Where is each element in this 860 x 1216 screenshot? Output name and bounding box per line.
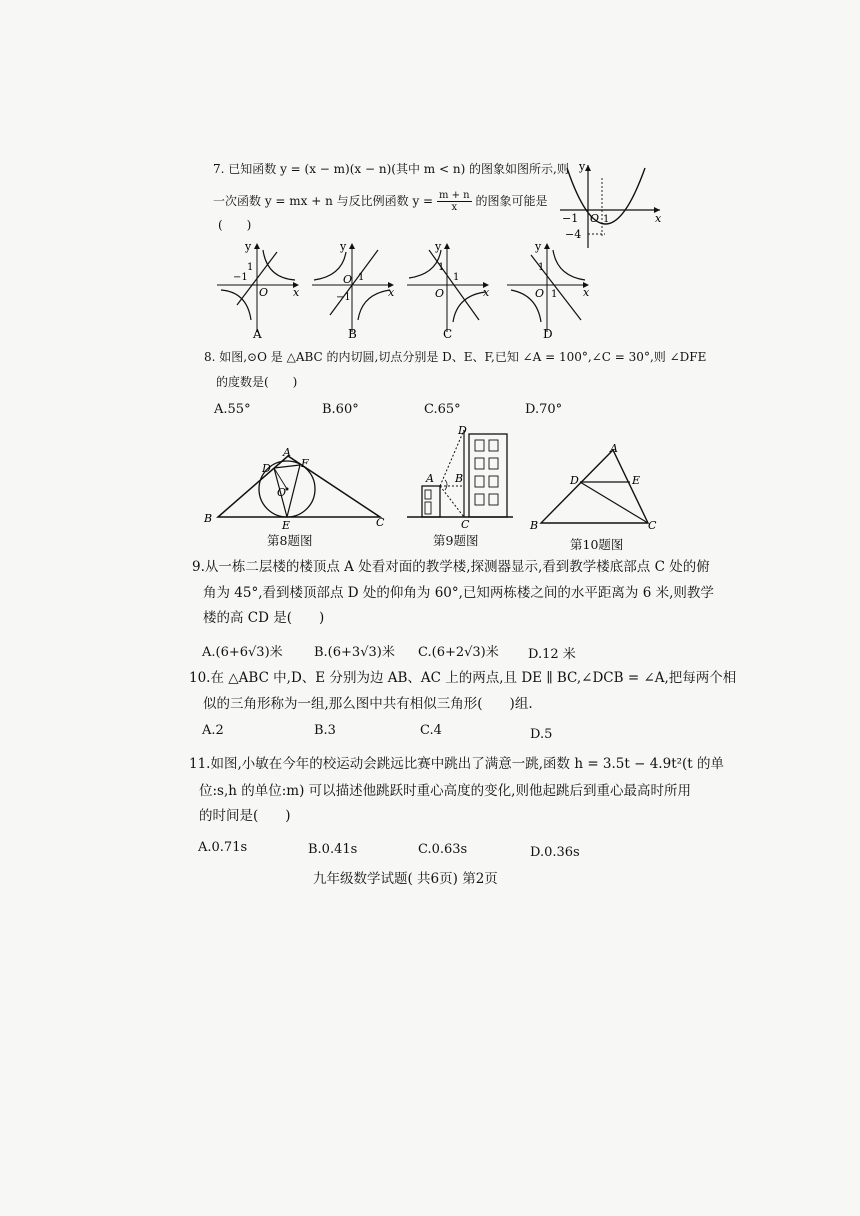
svg-text:1: 1 bbox=[551, 289, 558, 300]
q9-option-a[interactable]: A.(6+6√3)米 bbox=[202, 645, 283, 660]
svg-text:y: y bbox=[435, 240, 442, 253]
q7-option-a-letter: A bbox=[253, 327, 262, 341]
svg-text:x: x bbox=[583, 286, 590, 299]
svg-text:x: x bbox=[483, 286, 490, 299]
q7-main-y-arrow bbox=[585, 165, 591, 171]
svg-text:E: E bbox=[632, 474, 641, 487]
q7-line2-a: 一次函数 y = mx + n 与反比例函数 y = bbox=[213, 194, 434, 208]
q9-line2: 角为 45°,看到楼顶部点 D 处的仰角为 60°,已知两栋楼之间的水平距离为 6 米,则教学 bbox=[203, 585, 714, 601]
q7-parabola-graph bbox=[555, 160, 665, 250]
q9-line3: 楼的高 CD 是( ) bbox=[203, 610, 325, 626]
svg-text:y: y bbox=[245, 240, 252, 253]
q7-option-d-letter: D bbox=[543, 327, 553, 341]
fig9-buildings bbox=[405, 422, 515, 530]
page-footer: 九年级数学试题( 共6页) 第2页 bbox=[313, 871, 498, 887]
svg-text:F: F bbox=[301, 457, 309, 470]
fig10-similar-triangles bbox=[528, 440, 663, 532]
q7-main-o: O bbox=[590, 212, 600, 225]
q8-line1: 8. 如图,⊙O 是 △ABC 的内切圆,切点分别是 D、E、F,已知 ∠A = 100°,∠C = 30°,则 ∠DFE bbox=[204, 350, 707, 364]
q7-option-b-graph[interactable] bbox=[310, 240, 400, 340]
svg-text:A: A bbox=[283, 446, 291, 459]
fig8-incircle-triangle bbox=[200, 440, 395, 530]
svg-text:D: D bbox=[262, 462, 271, 475]
q10-line2: 似的三角形称为一组,那么图中共有相似三角形( )组. bbox=[203, 696, 533, 712]
q11-line3: 的时间是( ) bbox=[199, 808, 291, 824]
q7-option-a-graph[interactable] bbox=[215, 240, 305, 340]
svg-text:D: D bbox=[570, 474, 579, 487]
svg-text:B: B bbox=[530, 519, 539, 532]
q8-option-a[interactable]: A.55° bbox=[214, 402, 251, 417]
q10-line1: 10.在 △ABC 中,D、E 分别为边 AB、AC 上的两点,且 DE ∥ BC,∠DCB = ∠A,把每两个相 bbox=[189, 670, 737, 686]
svg-text:E: E bbox=[282, 519, 291, 532]
q7-option-c-letter: C bbox=[443, 327, 453, 341]
q7-main-neg1: −1 bbox=[562, 212, 579, 225]
q11-line2: 位:s,h 的单位:m) 可以描述他跳跃时重心高度的变化,则他起跳后到重心最高时所用 bbox=[199, 783, 691, 799]
q7-frac-den: x bbox=[451, 202, 458, 213]
svg-text:O: O bbox=[259, 286, 269, 299]
q8-option-c[interactable]: C.65° bbox=[424, 402, 461, 417]
svg-text:y: y bbox=[535, 240, 542, 253]
q7-main-1: 1 bbox=[603, 214, 610, 225]
svg-text:x: x bbox=[293, 286, 300, 299]
svg-text:C: C bbox=[461, 518, 470, 531]
q10-option-d[interactable]: D.5 bbox=[530, 727, 553, 742]
q11-option-c[interactable]: C.0.63s bbox=[418, 842, 468, 857]
q7-option-b-letter: B bbox=[348, 327, 357, 341]
svg-text:1: 1 bbox=[438, 262, 445, 273]
svg-text:1: 1 bbox=[247, 262, 254, 273]
fig8-caption: 第8题图 bbox=[267, 533, 313, 548]
q8-option-b[interactable]: B.60° bbox=[322, 402, 359, 417]
q10-option-a[interactable]: A.2 bbox=[202, 723, 224, 738]
q9-line1: 9.从一栋二层楼的楼顶点 A 处看对面的教学楼,探测器显示,看到教学楼底部点 C 处的俯 bbox=[192, 559, 710, 575]
q7-line2-b: 的图象可能是 bbox=[475, 194, 548, 208]
q10-option-b[interactable]: B.3 bbox=[314, 723, 336, 738]
svg-text:y: y bbox=[340, 240, 347, 253]
fig9-caption: 第9题图 bbox=[433, 533, 479, 548]
q8-line2: 的度数是( ) bbox=[216, 375, 298, 389]
q7-main-x-label: x bbox=[655, 212, 662, 225]
svg-text:1: 1 bbox=[453, 272, 460, 283]
q11-option-a[interactable]: A.0.71s bbox=[198, 840, 248, 855]
q7-line1: 7. 已知函数 y = (x − m)(x − n)(其中 m < n) 的图象如图所示,则 bbox=[213, 162, 569, 176]
q7-option-d-graph[interactable] bbox=[505, 240, 595, 340]
q7-line2 bbox=[213, 190, 547, 213]
q11-option-b[interactable]: B.0.41s bbox=[308, 842, 358, 857]
svg-text:C: C bbox=[648, 519, 657, 532]
q7-frac-num: m + n bbox=[438, 190, 470, 201]
q7-option-c-graph[interactable] bbox=[405, 240, 495, 340]
q7-fraction bbox=[437, 190, 472, 213]
svg-text:A: A bbox=[610, 442, 618, 455]
svg-text:−1: −1 bbox=[233, 272, 248, 283]
svg-text:O: O bbox=[343, 273, 353, 286]
q9-option-d[interactable]: D.12 米 bbox=[528, 647, 576, 662]
q7-main-neg4: −4 bbox=[565, 228, 582, 241]
svg-text:A: A bbox=[426, 472, 434, 485]
fig10-caption: 第10题图 bbox=[570, 537, 624, 552]
svg-text:O: O bbox=[277, 486, 287, 499]
q10-option-c[interactable]: C.4 bbox=[420, 723, 442, 738]
q9-option-b[interactable]: B.(6+3√3)米 bbox=[314, 645, 395, 660]
svg-text:C: C bbox=[376, 516, 385, 529]
svg-text:O: O bbox=[435, 287, 445, 300]
svg-text:D: D bbox=[458, 424, 467, 437]
q7-main-y-label: y bbox=[579, 160, 586, 173]
svg-text:−1: −1 bbox=[336, 292, 351, 303]
svg-text:1: 1 bbox=[358, 272, 365, 283]
q7-answer-paren: ( ) bbox=[218, 218, 252, 232]
q8-option-d[interactable]: D.70° bbox=[525, 402, 563, 417]
svg-text:O: O bbox=[535, 287, 545, 300]
q11-option-d[interactable]: D.0.36s bbox=[530, 845, 580, 860]
svg-text:x: x bbox=[388, 286, 395, 299]
q11-line1: 11.如图,小敏在今年的校运动会跳远比赛中跳出了满意一跳,函数 h = 3.5t − 4.9t²(t 的单 bbox=[189, 756, 725, 772]
q9-option-c[interactable]: C.(6+2√3)米 bbox=[418, 645, 499, 660]
svg-text:B: B bbox=[455, 472, 464, 485]
svg-text:1: 1 bbox=[538, 262, 545, 273]
svg-text:B: B bbox=[204, 512, 213, 525]
